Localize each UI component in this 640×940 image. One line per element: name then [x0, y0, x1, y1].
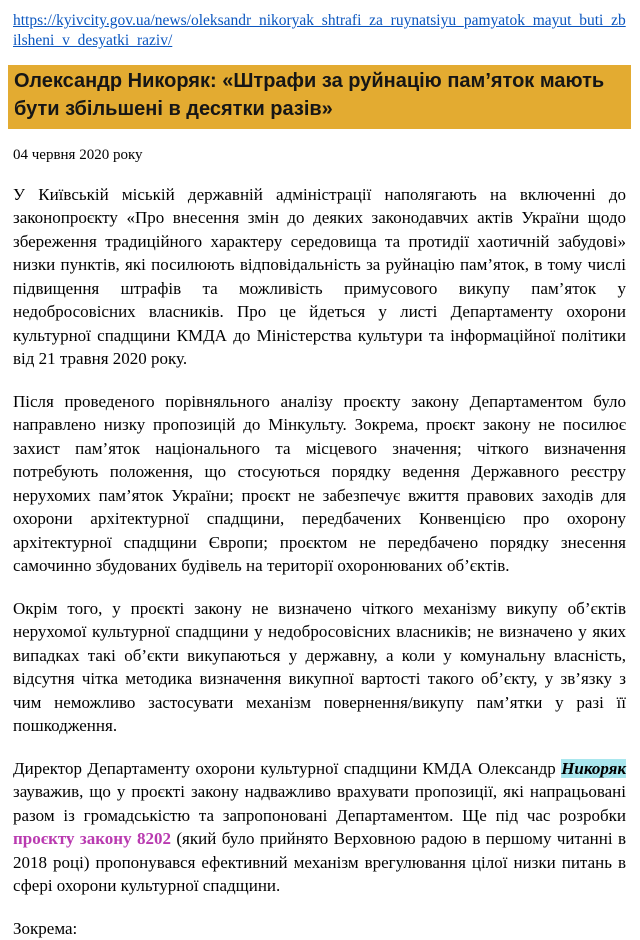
headline-highlight-block [8, 65, 631, 129]
law-8202-link[interactable]: проєкту закону 8202 [13, 829, 171, 849]
paragraph-1: У Київській міській державній адміністрації наполягають на включенні до законопроєкту «Про внесення змін до деяких законодавчих актів України щодо збереження традиційного характеру середовища та протидії хаотичній забудові» низки пунктів, які посилюють відповідальність за руйнацію пам’яток, в тому числі підвищення штрафів та можливість примусового викупу пам’яток у недобросовісних власників. Про це йдеться у листі Департаменту охорони культурної спадщини КМДА до Міністерства культури та інформаційної політики від 21 травня 2020 року. [13, 184, 626, 369]
source-url-link[interactable]: https://kyivcity.gov.ua/news/oleksandr_nikoryak_shtrafi_za_ruynatsiyu_pamyatok_mayut_buti_zbilsheni_v_desyatki_raziv/ [13, 12, 626, 50]
article-headline: Олександр Никоряк: «Штрафи за руйнацію пам’яток мають бути збільшені в десятки разів» [14, 69, 605, 120]
paragraph-4-text-start: Директор Департаменту охорони культурної спадщини КМДА Олександр [13, 758, 562, 778]
closing-line: Зокрема: [13, 918, 78, 938]
article-date: 04 червня 2020 року [13, 146, 143, 163]
paragraph-3: Окрім того, у проєкті закону не визначено чіткого механізму викупу об’єктів нерухомої культурної спадщини у недобросовісних власників; не визначено у яких випадках такі об’єкти викупаються у державну, а коли у комунальну власність, відсутня чітка методика визначення викупної вартості такого об’єкту, у зв’язку з чим неможливо застосувати механізм повернення/викупу пам’ятки у разі її пошкодження. [13, 598, 626, 736]
paragraph-2: Після проведеного порівняльного аналізу проєкту закону Департаментом було направлено низку пропозицій до Мінкульту. Зокрема, проєкт закону не посилює захист пам’яток національного та місцевого значення; чіткого визначення потребують положення, що стосуються порядку ведення Державного реєстру нерухомих пам’яток України; проєкт не забезпечує вжиття правових заходів для охорони архітектурної спадщини, передбачених Конвенцією про охорону архітектурної спадщини Європи; проєктом не передбачено порядку знесення самочинно збудованих будівель на території охоронюваних об’єктів. [13, 391, 626, 576]
paragraph-4-text-end: (який було прийнято Верховною радою в першому читанні в 2018 році) пропонувався ефективний механізм врегулювання цілої низки питань в сфері охорони культурної спадщини. [13, 829, 627, 896]
highlighted-name: Никоряк [561, 758, 626, 778]
paragraph-4-text-middle: зауважив, що у проєкті закону надважливо врахувати пропозиції, які напрацьовані разом із громадськістю та запропоновані Департаментом. Ще під час розробки [13, 782, 626, 825]
paragraph-4 [13, 757, 626, 898]
